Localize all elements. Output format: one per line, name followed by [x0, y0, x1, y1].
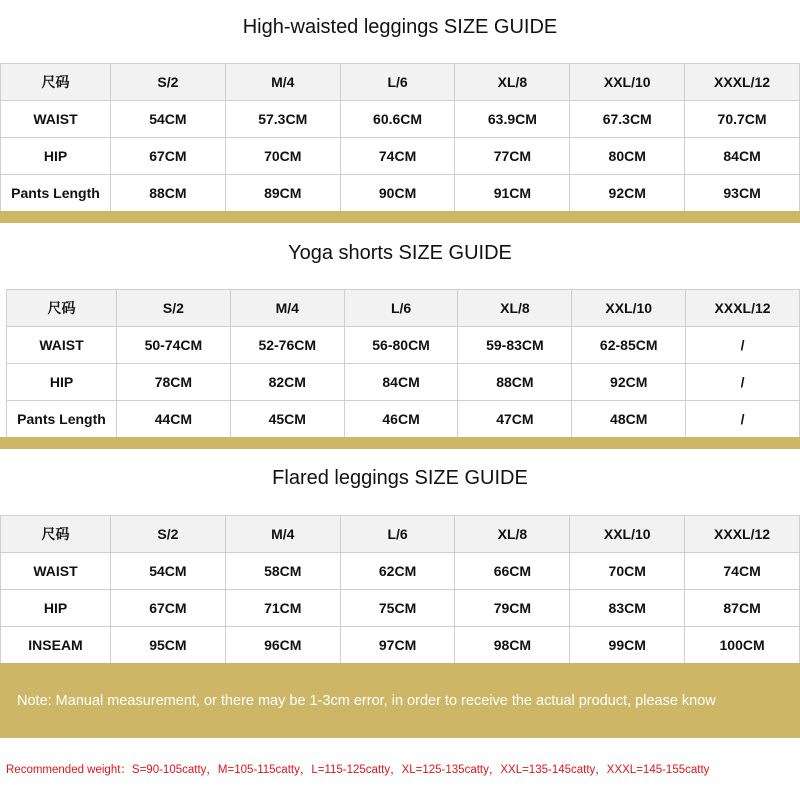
row-label: HIP [7, 364, 117, 401]
table-cell: 91CM [455, 175, 570, 212]
table-cell: 56-80CM [344, 327, 458, 364]
table-cell: 66CM [455, 553, 570, 590]
table-cell: / [686, 364, 800, 401]
header-cell: XXL/10 [572, 290, 686, 327]
table-cell: 62-85CM [572, 327, 686, 364]
table-row [1, 101, 800, 138]
table-cell: 84CM [344, 364, 458, 401]
header-cell: XL/8 [455, 516, 570, 553]
header-cell: 尺码 [7, 290, 117, 327]
table-cell: 97CM [340, 627, 455, 664]
row-label: HIP [1, 138, 111, 175]
table-row [1, 590, 800, 627]
table-cell: 67CM [111, 138, 226, 175]
header-cell: XXL/10 [570, 516, 685, 553]
table-cell: 57.3CM [225, 101, 340, 138]
table-cell: 74CM [685, 553, 800, 590]
table-cell: 70.7CM [685, 101, 800, 138]
header-cell: L/6 [344, 290, 458, 327]
table-cell: 75CM [340, 590, 455, 627]
header-cell: XL/8 [455, 64, 570, 101]
guide-title-yoga-shorts: Yoga shorts SIZE GUIDE [288, 242, 512, 264]
header-cell: M/4 [230, 290, 344, 327]
header-cell: XXXL/12 [686, 290, 800, 327]
table-cell: 79CM [455, 590, 570, 627]
table-row [7, 364, 800, 401]
table-cell: 47CM [458, 401, 572, 438]
measurement-note-text: Note: Manual measurement, or there may be 1-3cm error, in order to receive the actual product, please know [17, 692, 716, 709]
table-cell: 89CM [225, 175, 340, 212]
table-header-row [1, 516, 800, 553]
table-cell: / [686, 327, 800, 364]
table-row [1, 138, 800, 175]
table-cell: 58CM [225, 553, 340, 590]
table-cell: 88CM [458, 364, 572, 401]
row-label: WAIST [1, 101, 111, 138]
header-cell: L/6 [340, 64, 455, 101]
header-cell: 尺码 [1, 516, 111, 553]
table-cell: 83CM [570, 590, 685, 627]
header-cell: L/6 [340, 516, 455, 553]
table-cell: 67CM [111, 590, 226, 627]
table-cell: 88CM [111, 175, 226, 212]
table-cell: 90CM [340, 175, 455, 212]
table-cell: 48CM [572, 401, 686, 438]
table-cell: 52-76CM [230, 327, 344, 364]
table-cell: 78CM [117, 364, 231, 401]
table-row [1, 627, 800, 664]
table-cell: 74CM [340, 138, 455, 175]
table-cell: 82CM [230, 364, 344, 401]
table-cell: 44CM [117, 401, 231, 438]
table-cell: 84CM [685, 138, 800, 175]
table-cell: 70CM [225, 138, 340, 175]
table-cell: 45CM [230, 401, 344, 438]
header-cell: S/2 [111, 64, 226, 101]
table-cell: 92CM [570, 175, 685, 212]
table-cell: 54CM [111, 553, 226, 590]
table-cell: 67.3CM [570, 101, 685, 138]
table-cell: 80CM [570, 138, 685, 175]
gold-divider [0, 211, 800, 223]
header-cell: XL/8 [458, 290, 572, 327]
table-header-row [7, 290, 800, 327]
row-label: Pants Length [1, 175, 111, 212]
table-cell: 71CM [225, 590, 340, 627]
row-label: HIP [1, 590, 111, 627]
row-label: INSEAM [1, 627, 111, 664]
table-cell: 93CM [685, 175, 800, 212]
guide-title-high-waisted-leggings: High-waisted leggings SIZE GUIDE [242, 16, 558, 38]
size-table-high-waisted-leggings [0, 63, 800, 212]
table-cell: / [686, 401, 800, 438]
table-cell: 50-74CM [117, 327, 231, 364]
table-cell: 92CM [572, 364, 686, 401]
guide-title-flared-leggings: Flared leggings SIZE GUIDE [272, 467, 528, 489]
table-cell: 98CM [455, 627, 570, 664]
table-row [1, 175, 800, 212]
size-table-flared-leggings [0, 515, 800, 664]
table-cell: 95CM [111, 627, 226, 664]
table-cell: 70CM [570, 553, 685, 590]
header-cell: XXXL/12 [685, 64, 800, 101]
table-cell: 54CM [111, 101, 226, 138]
header-cell: M/4 [225, 64, 340, 101]
table-cell: 100CM [685, 627, 800, 664]
row-label: Pants Length [7, 401, 117, 438]
table-cell: 99CM [570, 627, 685, 664]
table-cell: 46CM [344, 401, 458, 438]
table-cell: 59-83CM [458, 327, 572, 364]
gold-divider [0, 437, 800, 449]
table-row [7, 327, 800, 364]
measurement-note-banner [0, 663, 800, 738]
table-cell: 60.6CM [340, 101, 455, 138]
table-cell: 87CM [685, 590, 800, 627]
size-table-yoga-shorts [6, 289, 800, 438]
header-cell: M/4 [225, 516, 340, 553]
header-cell: S/2 [111, 516, 226, 553]
header-cell: XXXL/12 [685, 516, 800, 553]
table-cell: 96CM [225, 627, 340, 664]
row-label: WAIST [1, 553, 111, 590]
header-cell: 尺码 [1, 64, 111, 101]
table-cell: 62CM [340, 553, 455, 590]
table-cell: 63.9CM [455, 101, 570, 138]
table-header-row [1, 64, 800, 101]
recommended-weight-text: Recommended weight：S=90-105catty，M=105-115catty，L=115-125catty，XL=125-135catty，XXL=135-145catty，XXXL=145-155catty [6, 764, 710, 776]
table-cell: 77CM [455, 138, 570, 175]
table-row [1, 553, 800, 590]
header-cell: S/2 [117, 290, 231, 327]
table-row [7, 401, 800, 438]
row-label: WAIST [7, 327, 117, 364]
header-cell: XXL/10 [570, 64, 685, 101]
